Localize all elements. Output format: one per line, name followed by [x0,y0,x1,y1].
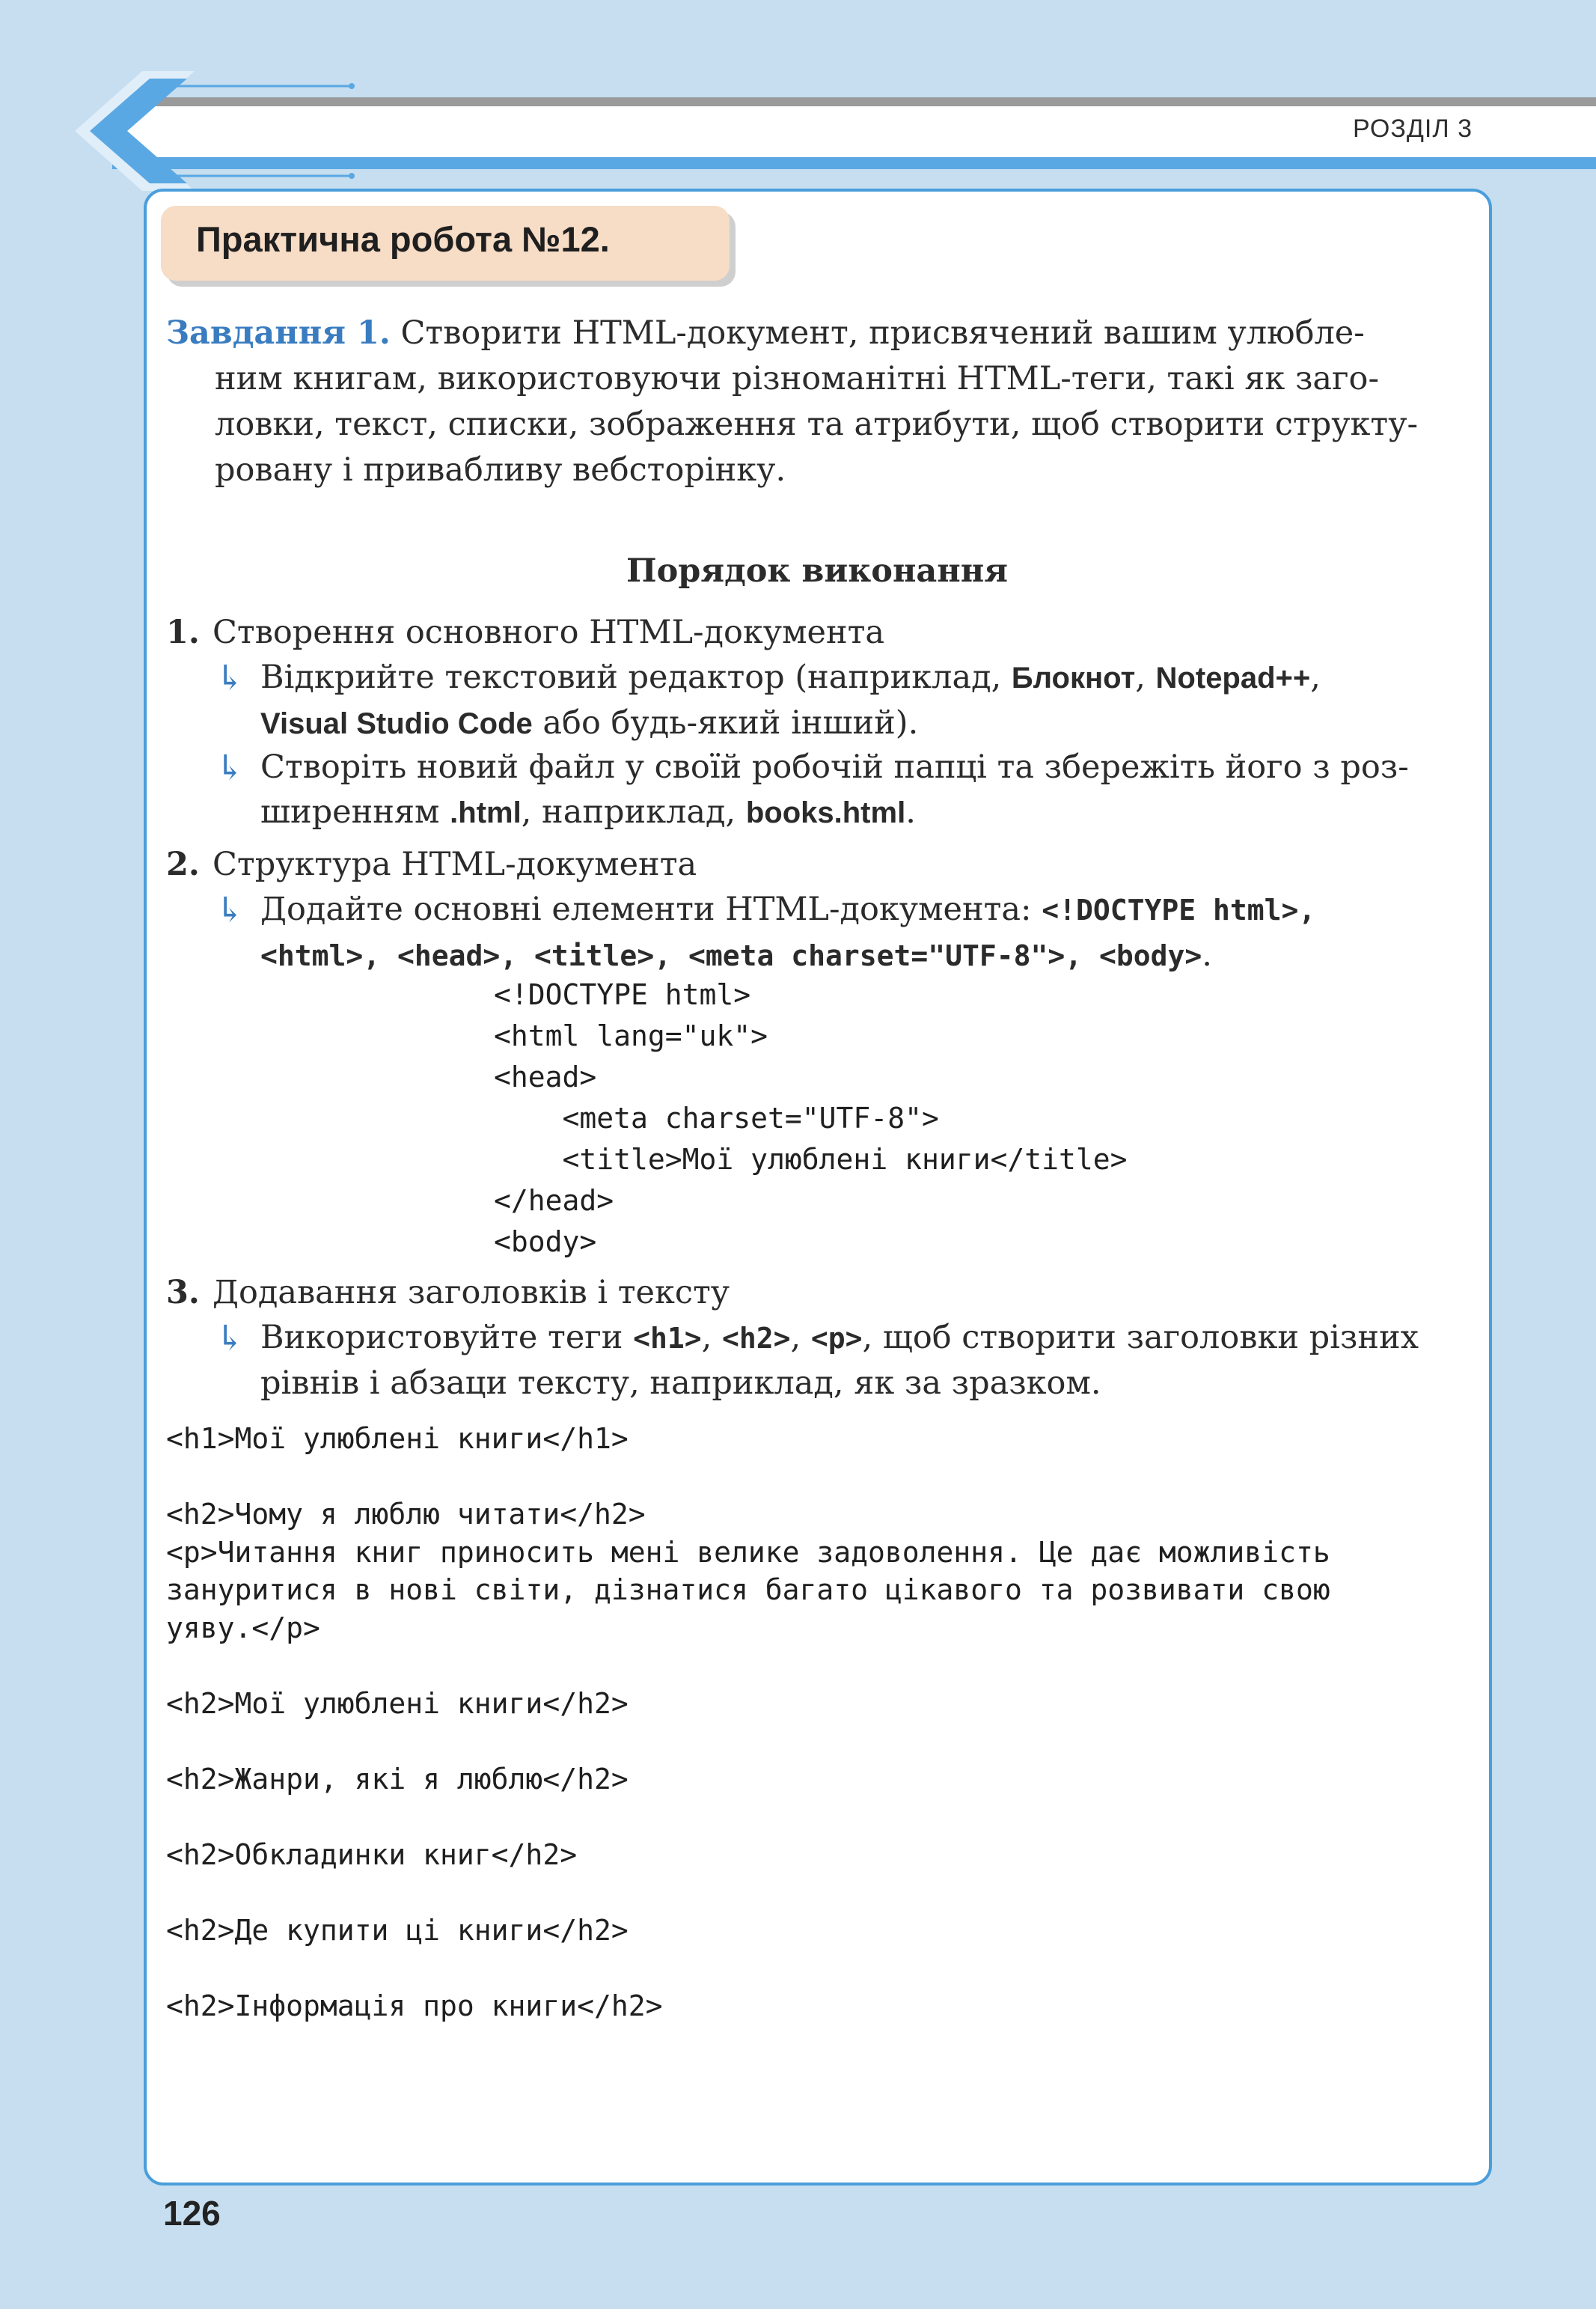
code-line: зануритися в нові світи, дізнатися багато цікавого та розвивати свою [166,1573,1330,1606]
step-1 [166,610,1483,655]
inline-code: <html>, <head>, <title>, <meta charset="UTF-8">, <body> [260,939,1202,972]
task-label: Завдання 1. [166,314,391,352]
code-line: <h2>Мої улюблені книги</h2> [166,1686,629,1720]
bullet-text: Додайте основні елементи HTML-документа: [260,891,1042,928]
bullet-text: Використовуйте теги [260,1319,634,1356]
step-3-bullet [215,1315,1473,1406]
hand-pointer-icon: ↳ [215,747,245,787]
code-line: <p>Читання книг приносить мені велике задоволення. Це дає можливість [166,1535,1330,1569]
inline-code: <p> [810,1322,863,1355]
code-block-structure [494,974,1127,1263]
step-2 [166,842,1483,887]
sample-code-block [166,1420,1330,2025]
code-line: уяву.</p> [166,1611,320,1644]
file-extension: .html [450,796,522,829]
step-1-bullet-2 [215,745,1473,835]
bullet-text: , [790,1319,811,1356]
bullet-text: , наприклад, [521,793,746,831]
code-line [166,1873,1330,1912]
code-line: <head> [494,1061,597,1094]
code-line: <h2>Інформація про книги</h2> [166,1989,663,2022]
file-name: books.html [745,796,906,829]
back-arrow-icon [45,71,359,191]
step-number: 1. [166,614,200,651]
page-number: 126 [163,2194,221,2233]
code-line [166,1949,1330,1987]
bullet-text: , щоб створити заголовки різних [862,1319,1419,1356]
bullet-text: Створіть новий файл у своїй робочій папці та збережіть його з роз- [260,748,1409,786]
bullet-text: Відкрийте текстовий редактор (наприклад, [260,659,1012,696]
task-text-line4: ровану і привабливу вебсторінку. [215,451,786,489]
editor-name: Notepad++ [1155,662,1311,695]
code-line: <body> [494,1225,597,1258]
section-label: РОЗДІЛ 3 [1352,115,1473,143]
bullet-text: , [701,1319,722,1356]
hand-pointer-icon: ↳ [215,889,245,930]
bullet-text: . [1202,936,1212,974]
code-line [166,1458,1330,1496]
code-line: <h2>Жанри, які я люблю</h2> [166,1762,629,1796]
editor-name: Блокнот [1011,662,1136,695]
code-line [166,1798,1330,1836]
step-number: 3. [166,1274,200,1311]
step-title: Додавання заголовків і тексту [213,1274,730,1311]
inline-code: <!DOCTYPE html>, [1042,894,1316,927]
practical-work-title: Практична робота №12. [196,219,610,259]
bullet-text: , [1310,659,1321,696]
code-line [166,1722,1330,1760]
step-3 [166,1270,1483,1315]
code-line [166,1647,1330,1685]
procedure-heading: Порядок виконання [626,552,1009,590]
code-line: <h2>Чому я люблю читати</h2> [166,1498,646,1531]
code-line: <html lang="uk"> [494,1019,768,1052]
code-line: <h2>Обкладинки книг</h2> [166,1837,578,1871]
bullet-text: або будь-який інший). [532,704,919,742]
code-line: <h1>Мої улюблені книги</h1> [166,1422,629,1455]
bullet-text: . [905,793,916,831]
hand-pointer-icon: ↳ [215,657,245,698]
bullet-text: , [1135,659,1156,696]
step-title: Створення основного HTML-документа [213,614,885,651]
inline-code: <h1> [633,1322,702,1355]
code-line: </head> [494,1184,614,1217]
step-title: Структура HTML-документа [213,846,697,883]
task-text-line1: Створити HTML-документ, присвячений вашим улюбле- [400,314,1365,352]
bullet-text: ширенням [260,793,450,831]
step-number: 2. [166,846,200,883]
step-2-bullet [215,887,1473,978]
code-line: <meta charset="UTF-8"> [494,1102,939,1135]
editor-name: Visual Studio Code [260,707,533,740]
task-block [166,311,1472,493]
code-line: <h2>Де купити ці книги</h2> [166,1913,629,1947]
bullet-text: рівнів і абзаци тексту, наприклад, як за зразком. [260,1364,1101,1402]
inline-code: <h2> [722,1322,791,1355]
task-text-line3: ловки, текст, списки, зображення та атрибути, щоб створити структу- [215,406,1419,443]
code-line: <!DOCTYPE html> [494,978,751,1011]
code-line: <title>Мої улюблені книги</title> [494,1143,1128,1176]
hand-pointer-icon: ↳ [215,1317,245,1358]
step-1-bullet-1 [215,655,1473,746]
task-text-line2: ним книгам, використовуючи різноманітні HTML-теги, такі як заго- [215,360,1379,397]
